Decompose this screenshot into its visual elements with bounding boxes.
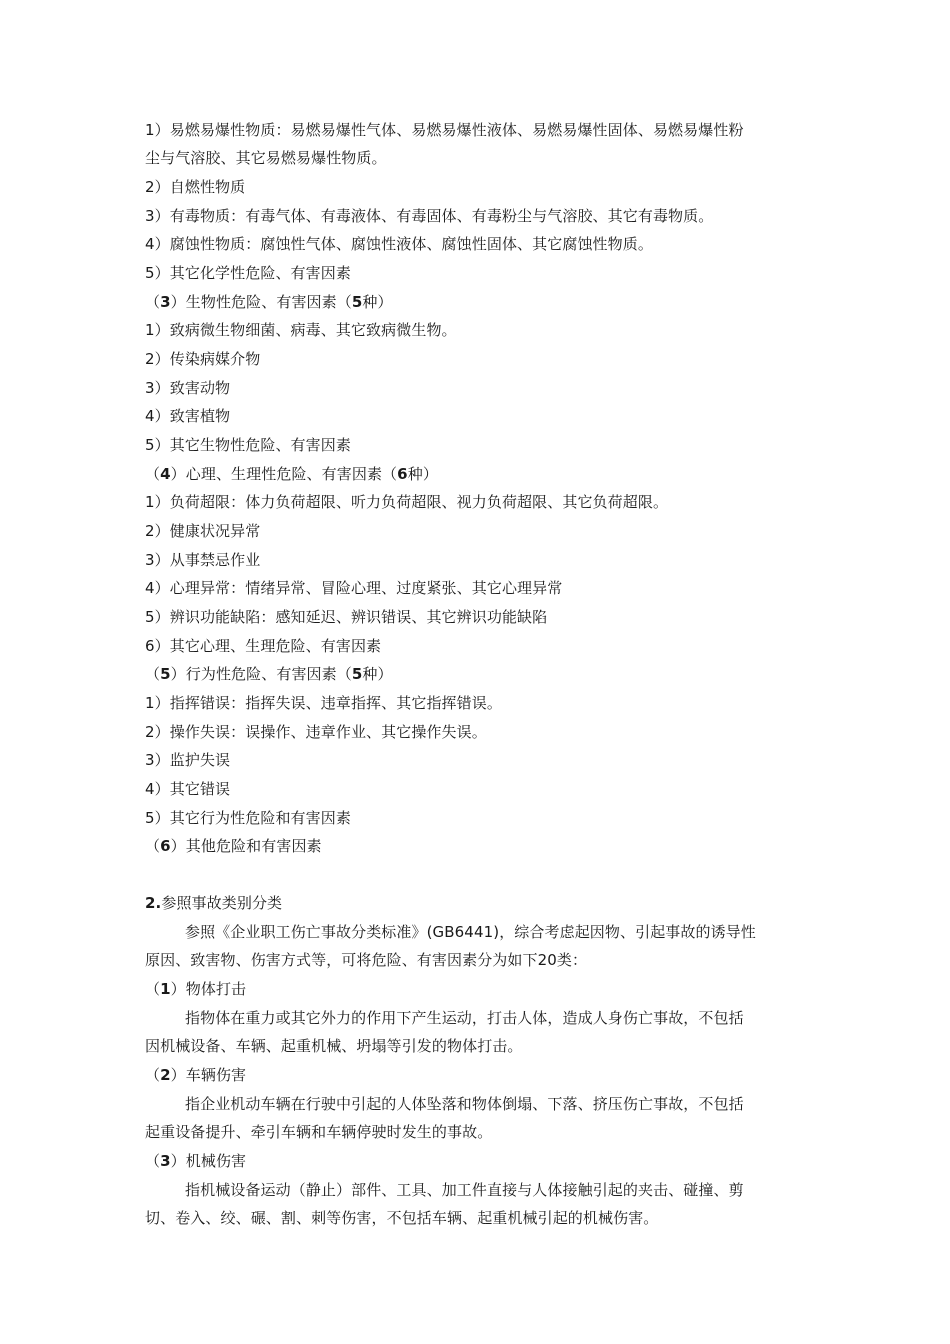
text-line: 4）其它错误 (145, 780, 231, 798)
section-heading: （3）机械伤害 (145, 1152, 247, 1170)
section-title: 2.参照事故类别分类 (145, 894, 283, 912)
section-heading: （5）行为性危险、有害因素（5种） (145, 665, 393, 683)
text-line: 1）指挥错误：指挥失误、违章指挥、其它指挥错误。 (145, 694, 502, 712)
text-line: 1）致病微生物细菌、病毒、其它致病微生物。 (145, 321, 457, 339)
heading-number: 3 (160, 293, 171, 311)
text-line: 6）其它心理、生理危险、有害因素 (145, 637, 382, 655)
paragraph-line: 指机械设备运动（静止）部件、工具、加工件直接与人体接触引起的夹击、碰撞、剪 (185, 1181, 744, 1199)
heading-number: 2 (160, 1066, 171, 1084)
text-line: 1）易燃易爆性物质：易燃易爆性气体、易燃易爆性液体、易燃易爆性固体、易燃易爆性粉 (145, 121, 744, 139)
text-line: 2）操作失误：误操作、违章作业、其它操作失误。 (145, 723, 487, 741)
text-line: 2）健康状况异常 (145, 522, 261, 540)
text-line: 2）自燃性物质 (145, 178, 246, 196)
text-line: 3）致害动物 (145, 379, 231, 397)
heading-number: 6 (160, 837, 171, 855)
text-line: 3）从事禁忌作业 (145, 551, 261, 569)
text-line: 3）有毒物质：有毒气体、有毒液体、有毒固体、有毒粉尘与气溶胶、其它有毒物质。 (145, 207, 714, 225)
text-line: 4）腐蚀性物质：腐蚀性气体、腐蚀性液体、腐蚀性固体、其它腐蚀性物质。 (145, 235, 653, 253)
text-line: 5）其它行为性危险和有害因素 (145, 809, 351, 827)
paragraph-line: 因机械设备、车辆、起重机械、坍塌等引发的物体打击。 (145, 1037, 523, 1055)
heading-number: 6 (397, 465, 408, 483)
heading-number: 2. (145, 894, 162, 912)
paragraph-line: 原因、致害物、伤害方式等，可将危险、有害因素分为如下20类： (145, 951, 588, 969)
text-line: 5）其它化学性危险、有害因素 (145, 264, 351, 282)
section-heading: （3）生物性危险、有害因素（5种） (145, 293, 393, 311)
paragraph-line: 起重设备提升、牵引车辆和车辆停驶时发生的事故。 (145, 1123, 493, 1141)
section-heading: （1）物体打击 (145, 980, 247, 998)
text-line: 尘与气溶胶、其它易燃易爆性物质。 (145, 149, 387, 167)
text-line: 4）心理异常：情绪异常、冒险心理、过度紧张、其它心理异常 (145, 579, 563, 597)
paragraph-line: 切、卷入、绞、碾、割、刺等伤害，不包括车辆、起重机械引起的机械伤害。 (145, 1209, 659, 1227)
section-heading: （4）心理、生理性危险、有害因素（6种） (145, 465, 438, 483)
heading-number: 5 (351, 293, 363, 311)
text-line: 5）其它生物性危险、有害因素 (145, 436, 351, 454)
heading-number: 5 (351, 665, 363, 683)
text-line: 2）传染病媒介物 (145, 350, 261, 368)
paragraph-line: 参照《企业职工伤亡事故分类标准》(GB6441)，综合考虑起因物、引起事故的诱导性 (185, 923, 756, 941)
paragraph-line: 指物体在重力或其它外力的作用下产生运动，打击人体，造成人身伤亡事故，不包括 (185, 1009, 744, 1027)
heading-number: 1 (160, 980, 171, 998)
section-heading: （2）车辆伤害 (145, 1066, 247, 1084)
text-line: 1）负荷超限：体力负荷超限、听力负荷超限、视力负荷超限、其它负荷超限。 (145, 493, 669, 511)
text-line: 4）致害植物 (145, 407, 231, 425)
section-heading: （6）其他危险和有害因素 (145, 837, 322, 855)
heading-number: 3 (160, 1152, 171, 1170)
paragraph-line: 指企业机动车辆在行驶中引起的人体坠落和物体倒塌、下落、挤压伤亡事故，不包括 (185, 1095, 744, 1113)
text-line: 5）辨识功能缺陷：感知延迟、辨识错误、其它辨识功能缺陷 (145, 608, 548, 626)
heading-number: 5 (160, 665, 171, 683)
heading-number: 4 (160, 465, 171, 483)
text-line: 3）监护失误 (145, 751, 231, 769)
